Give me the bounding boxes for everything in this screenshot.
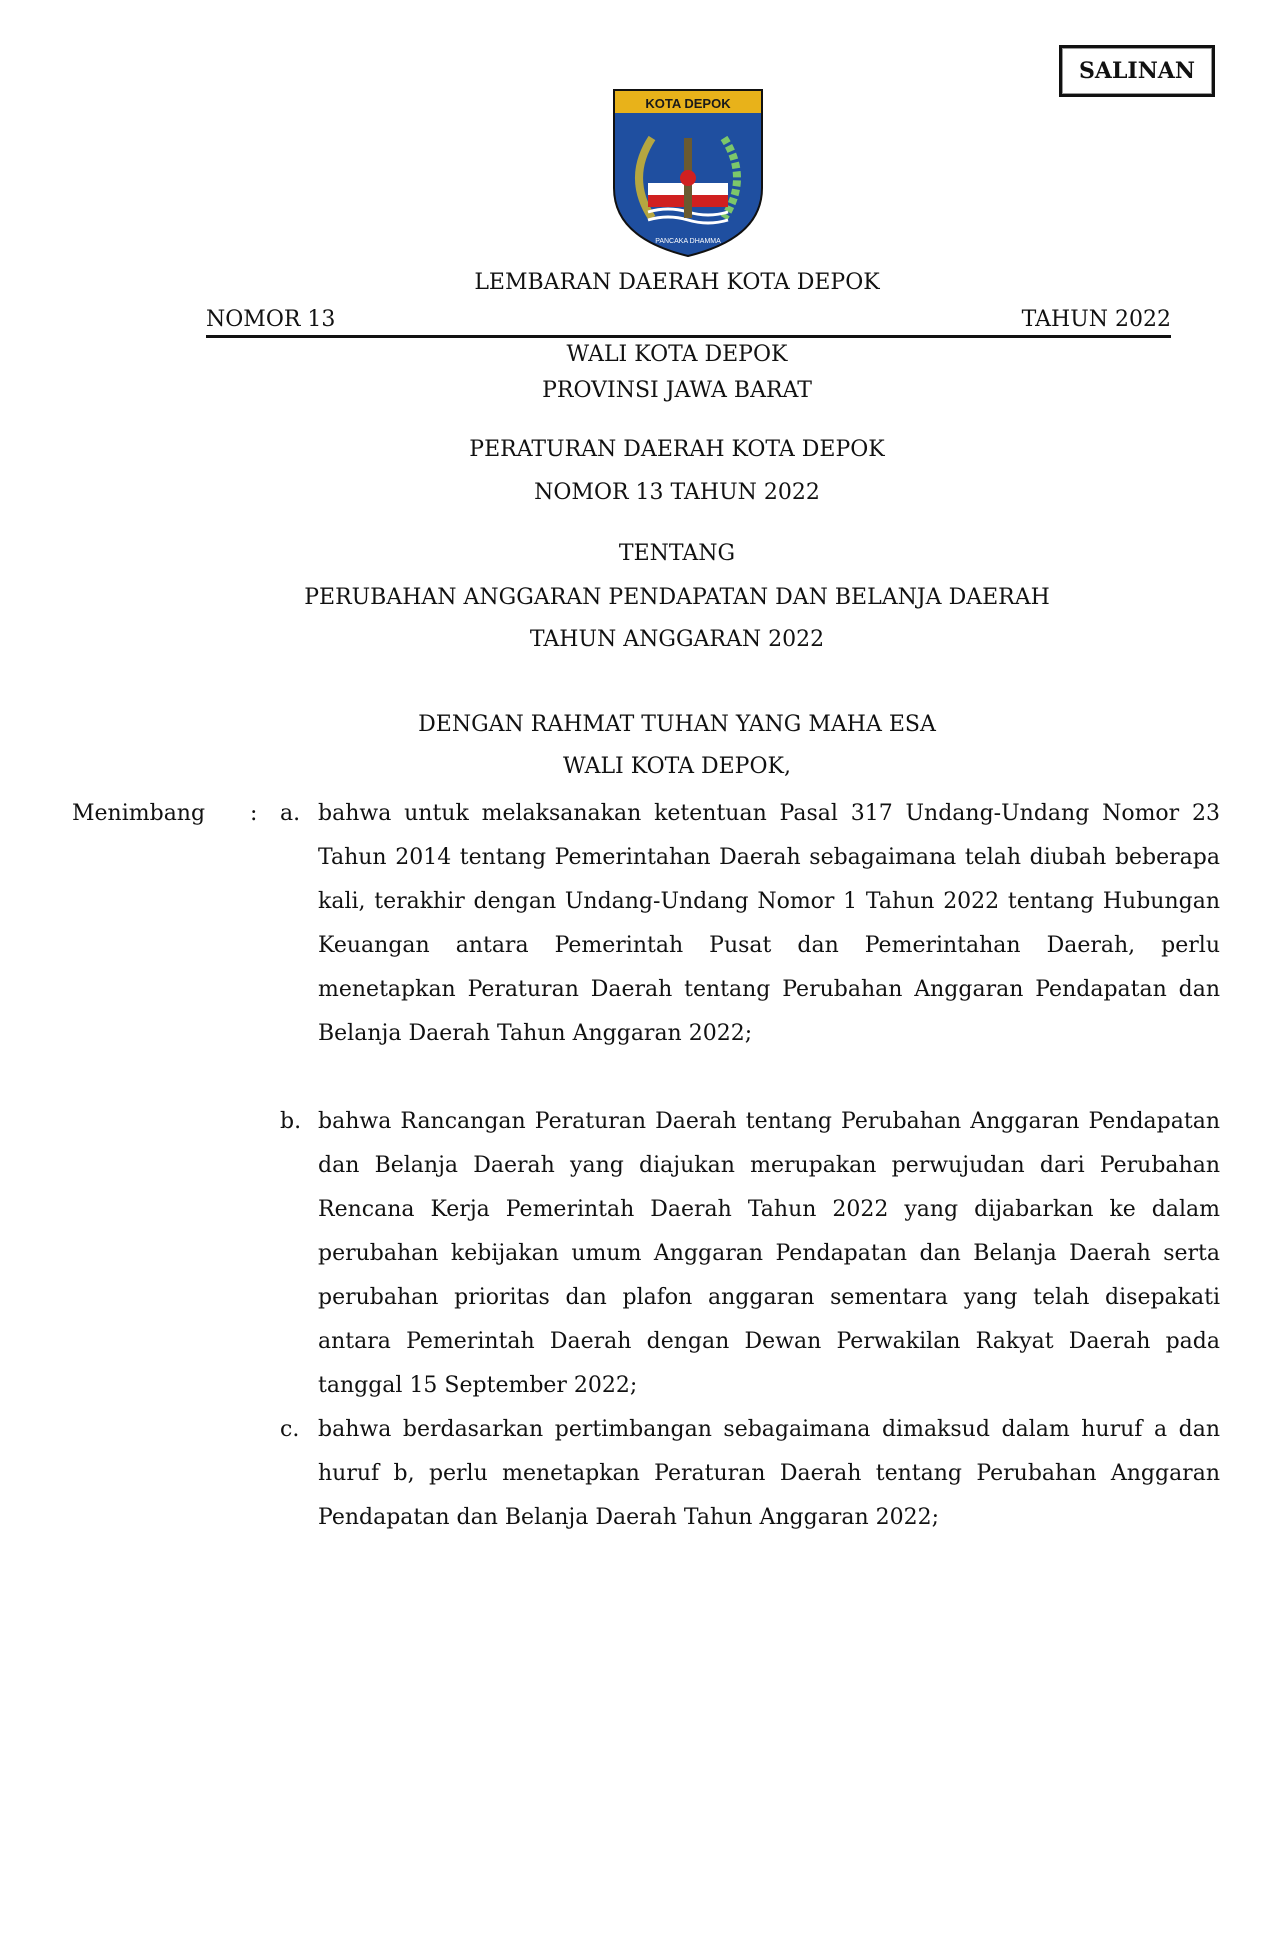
- salinan-stamp: SALINAN: [1059, 45, 1215, 97]
- preamble-line-2: WALI KOTA DEPOK,: [563, 754, 791, 779]
- item-text: bahwa untuk melaksanakan ketentuan Pasal 317 Undang-Undang Nomor 23 Tahun 2014 tentang Pemerintahan Daerah sebagaimana telah diubah beberapa kali, terakhir dengan Undang-Undang Nomor 1 Tahun 2022 tentang Hubungan Keuangan antara Pemerintah Pusat dan Pemerintahan Daerah, perlu menetapkan Peraturan Daerah tentang Perubahan Anggaran Pendapatan dan Belanja Daerah Tahun Anggaran 2022;: [318, 801, 1220, 1046]
- gazette-number: NOMOR 13: [206, 307, 336, 332]
- preamble-line-1: DENGAN RAHMAT TUHAN YANG MAHA ESA: [418, 712, 936, 737]
- considering-item-a: [280, 792, 1220, 1056]
- item-letter: c.: [280, 1417, 300, 1442]
- authority: WALI KOTA DEPOK: [566, 342, 788, 367]
- province: PROVINSI JAWA BARAT: [542, 378, 812, 403]
- considering-colon: :: [250, 801, 258, 826]
- about-label: TENTANG: [618, 541, 736, 566]
- subject-line-1: PERUBAHAN ANGGARAN PENDAPATAN DAN BELANJA DAERAH: [304, 585, 1050, 610]
- regulation-number: NOMOR 13 TAHUN 2022: [534, 480, 820, 505]
- considering-item-c: [280, 1408, 1220, 1540]
- kota-depok-emblem: [612, 88, 764, 258]
- svg-text:KOTA DEPOK: KOTA DEPOK: [645, 96, 731, 111]
- item-text: bahwa berdasarkan pertimbangan sebagaimana dimaksud dalam huruf a dan huruf b, perlu menetapkan Peraturan Daerah tentang Perubahan Anggaran Pendapatan dan Belanja Daerah Tahun Anggaran 2022;: [318, 1417, 1220, 1530]
- gazette-year: TAHUN 2022: [1021, 307, 1171, 332]
- considering-label: Menimbang: [72, 801, 206, 826]
- item-letter: b.: [280, 1109, 302, 1134]
- item-text: bahwa Rancangan Peraturan Daerah tentang Perubahan Anggaran Pendapatan dan Belanja Daerah yang diajukan merupakan perwujudan dari Perubahan Rencana Kerja Pemerintah Daerah Tahun 2022 yang dijabarkan ke dalam perubahan kebijakan umum Anggaran Pendapatan dan Belanja Daerah serta perubahan prioritas dan plafon anggaran sementara yang telah disepakati antara Pemerintah Daerah dengan Dewan Perwakilan Rakyat Daerah pada tanggal 15 September 2022;: [318, 1109, 1220, 1398]
- header-rule: [206, 335, 1171, 338]
- subject-line-2: TAHUN ANGGARAN 2022: [529, 627, 825, 652]
- regulation-title: PERATURAN DAERAH KOTA DEPOK: [469, 437, 885, 462]
- item-letter: a.: [280, 801, 301, 826]
- logo-motto: PANCAKA DHAMMA: [655, 238, 721, 245]
- gazette-title: LEMBARAN DAERAH KOTA DEPOK: [474, 270, 880, 295]
- considering-item-b: [280, 1100, 1220, 1408]
